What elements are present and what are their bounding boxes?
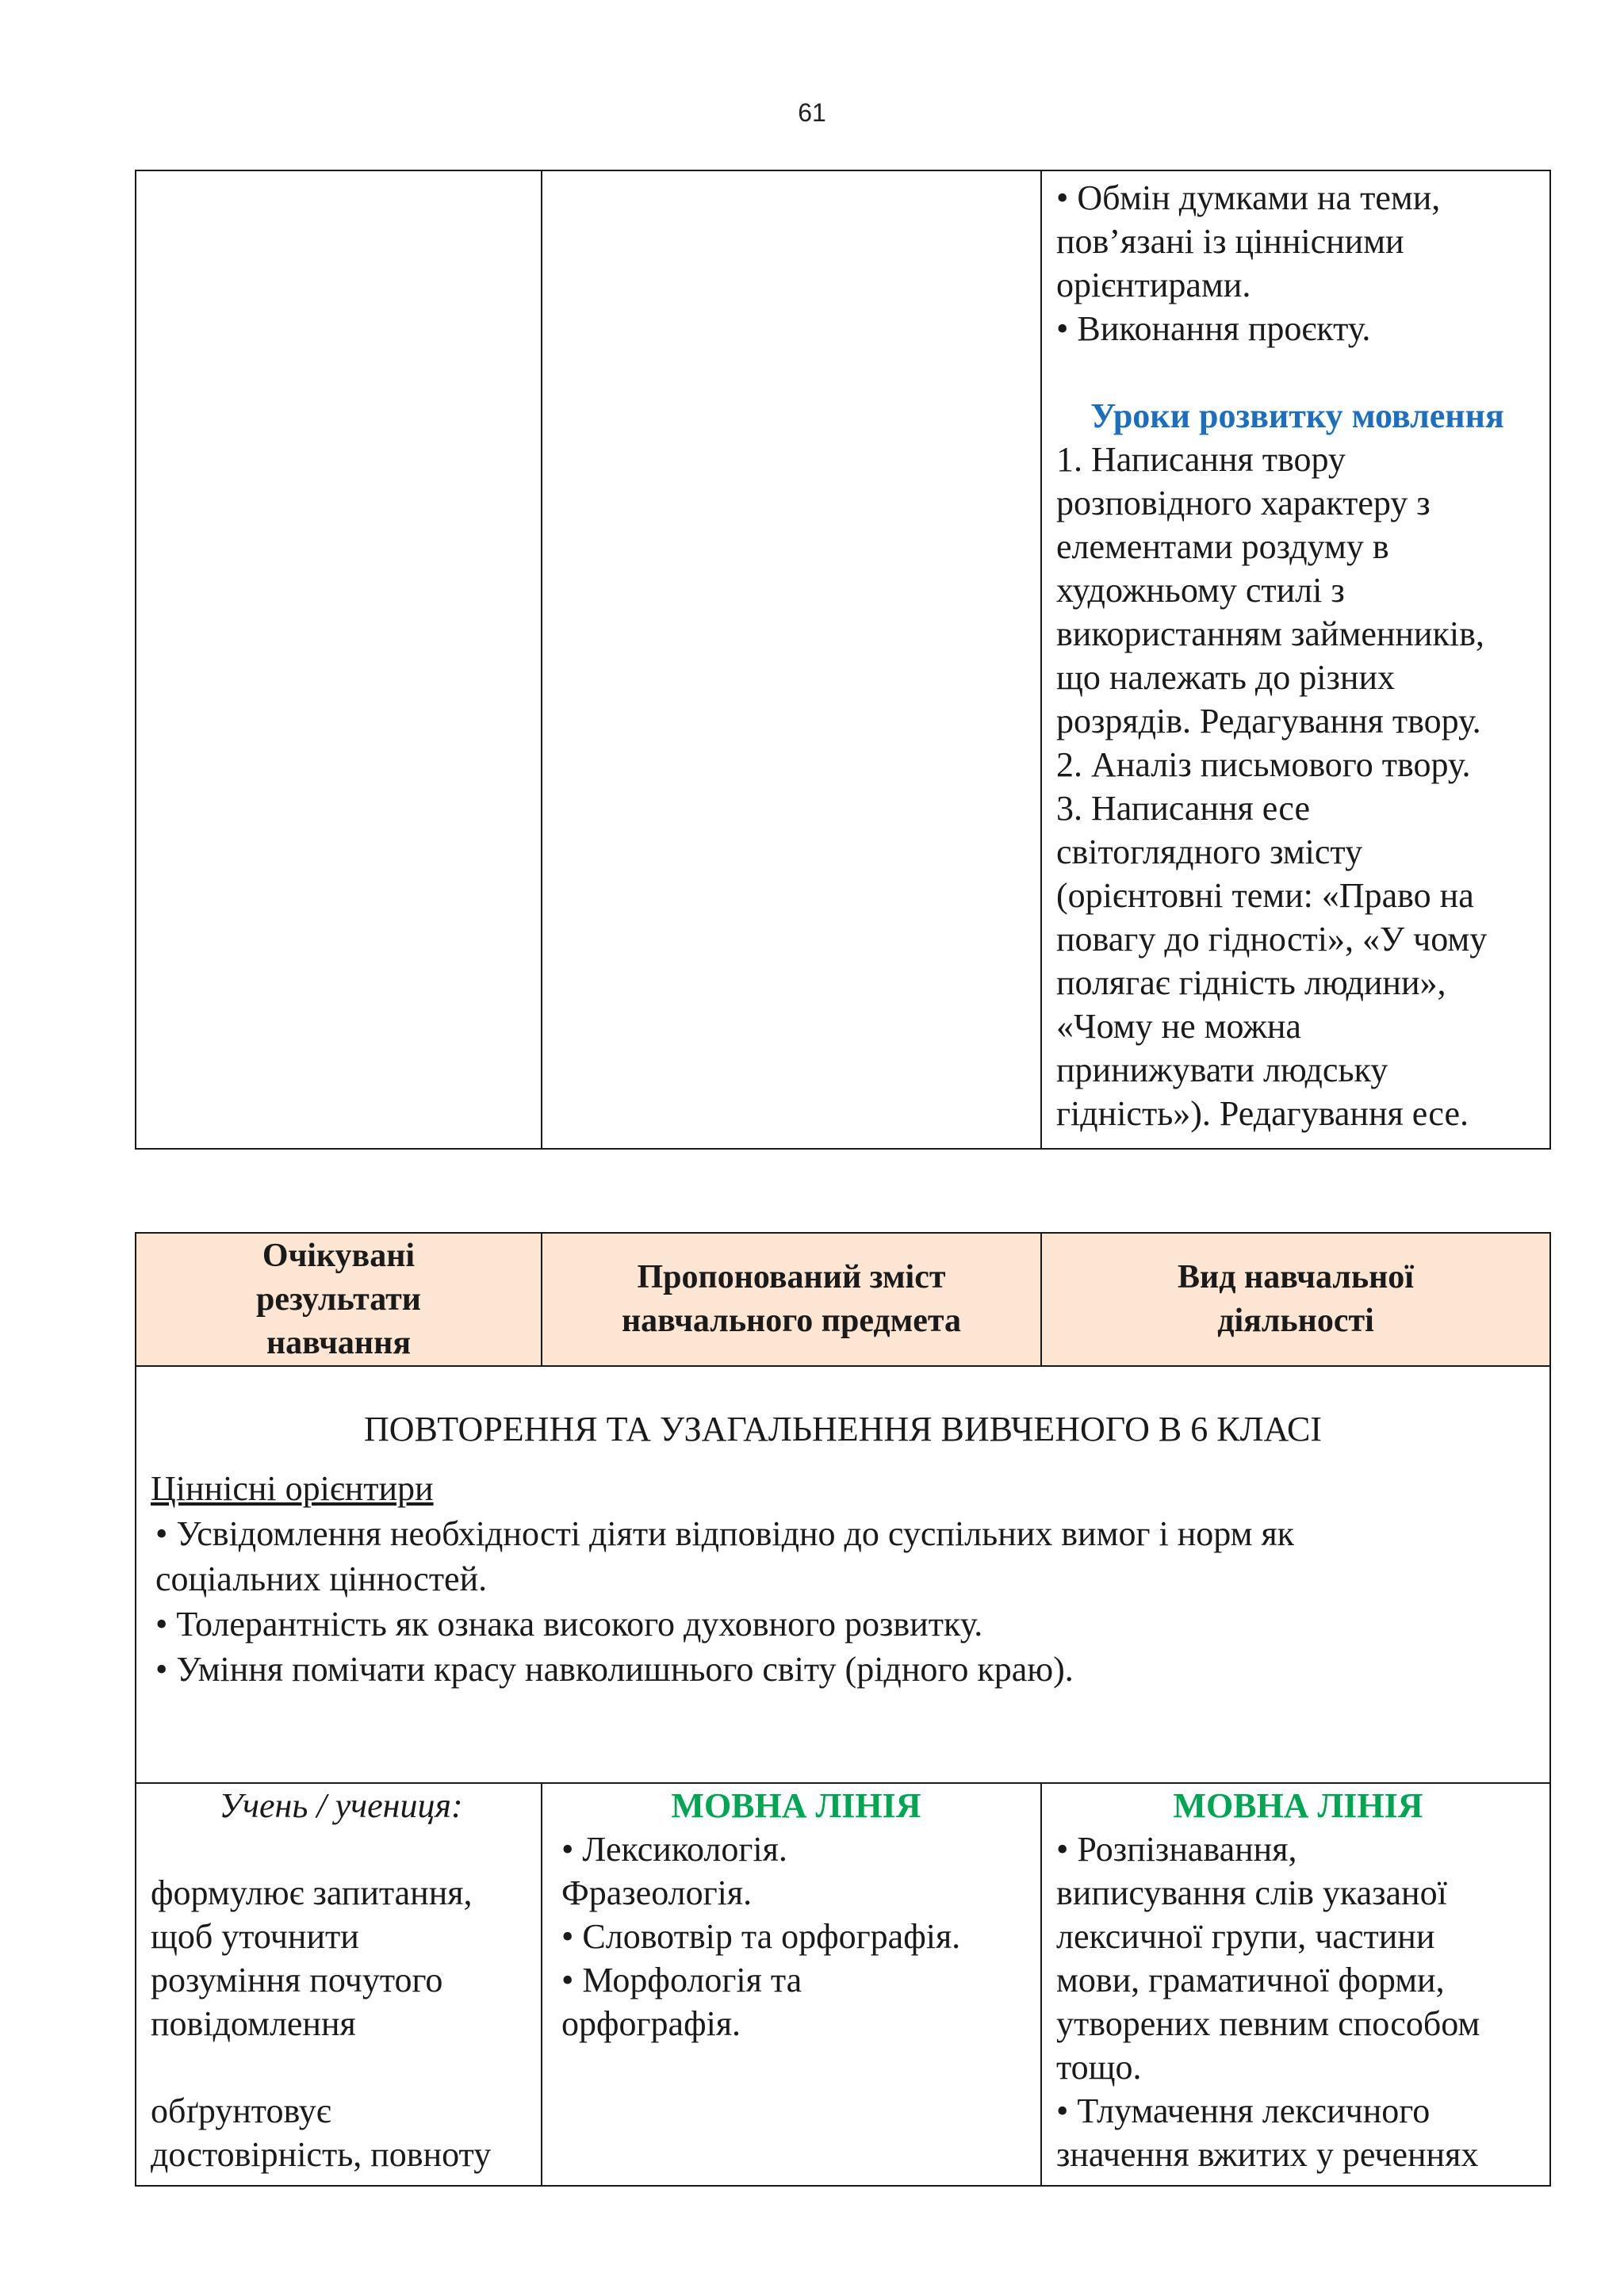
page-number: 61: [798, 98, 826, 127]
student-label: Учень / учениця:: [219, 1786, 463, 1825]
speech-line: 2. Аналіз письмового твору.: [1056, 745, 1471, 784]
speech-lessons-title: Уроки розвитку мовлення: [1090, 396, 1504, 435]
header-line: навчання: [266, 1324, 412, 1361]
section-cell: [136, 1366, 1550, 1783]
content-line: • Морфологія та: [561, 1961, 802, 1999]
activity-line: лексичної групи, частини: [1056, 1917, 1435, 1956]
cont-col3-activities: [1041, 170, 1550, 1149]
content-line: • Лексикологія.: [561, 1830, 787, 1869]
speech-line: 3. Написання есе: [1056, 789, 1310, 828]
values-line: • Усвідомлення необхідності діяти відповідно до суспільних вимог і норм як: [155, 1514, 1295, 1553]
cont-line: • Виконання проєкту.: [1056, 309, 1371, 348]
activity-line: • Розпізнавання,: [1056, 1830, 1297, 1869]
activity-line: • Тлумачення лексичного: [1056, 2091, 1431, 2130]
speech-line: полягає гідність людини»,: [1056, 963, 1446, 1002]
speech-line: розрядів. Редагування твору.: [1056, 702, 1481, 740]
activity-line: тощо.: [1056, 2048, 1142, 2087]
activity-line: виписування слів указаної: [1056, 1873, 1447, 1912]
section-title: ПОВТОРЕННЯ ТА УЗАГАЛЬНЕННЯ ВИВЧЕНОГО В 6 КЛАСІ: [363, 1410, 1323, 1448]
activity-type-cell: [1041, 1783, 1550, 2186]
speech-line: (орієнтовні теми: «Право на: [1056, 876, 1474, 915]
speech-line: розповідного характеру з: [1056, 484, 1431, 522]
language-line-title: МОВНА ЛІНІЯ: [1173, 1786, 1423, 1825]
activity-line: мови, граматичної форми,: [1056, 1961, 1445, 1999]
header-activity-type: [1041, 1233, 1550, 1366]
header-line: Очікувані: [262, 1237, 416, 1274]
speech-line: «Чому не можна: [1056, 1007, 1301, 1046]
header-line: Пропонований зміст: [637, 1259, 946, 1295]
content-row: [136, 1783, 1550, 2186]
result-line: розуміння почутого: [151, 1961, 443, 1999]
speech-line: гідність»). Редагування есе.: [1056, 1094, 1469, 1133]
values-title: Ціннісні орієнтири: [151, 1469, 434, 1508]
activity-line: утворених певним способом: [1056, 2004, 1480, 2043]
expected-results-cell: [136, 1783, 542, 2186]
table-header-row: [136, 1233, 1550, 1366]
header-expected-results: [136, 1233, 542, 1366]
cont-line: пов’язані із ціннісними: [1056, 222, 1404, 261]
section-row: [136, 1366, 1550, 1783]
curriculum-table: [135, 1232, 1551, 2187]
content-line: • Словотвір та орфографія.: [561, 1917, 961, 1956]
result-line: щоб уточнити: [151, 1917, 359, 1956]
values-line: соціальних цінностей.: [155, 1559, 488, 1598]
result-line: обґрунтовує: [151, 2091, 331, 2130]
speech-line: що належать до різних: [1056, 658, 1396, 697]
values-line: • Уміння помічати красу навколишнього світу (рідного краю).: [155, 1650, 1074, 1689]
result-line: формулює запитання,: [151, 1873, 473, 1912]
result-line: достовірність, повноту: [151, 2135, 492, 2174]
content-line: орфографія.: [561, 2004, 741, 2043]
language-line-title: МОВНА ЛІНІЯ: [671, 1786, 921, 1825]
activity-line: значення вжитих у реченнях: [1056, 2135, 1479, 2174]
cont-line: орієнтирами.: [1056, 266, 1251, 304]
header-line: Вид навчальної: [1178, 1259, 1414, 1295]
header-proposed-content: [542, 1233, 1041, 1366]
result-line: повідомлення: [151, 2004, 356, 2043]
cont-col2-empty: [542, 170, 1041, 1149]
cont-col1-empty: [136, 170, 542, 1149]
speech-line: принижувати людську: [1056, 1050, 1388, 1089]
values-line: • Толерантність як ознака високого духовного розвитку.: [155, 1605, 983, 1644]
speech-line: світоглядного змісту: [1056, 832, 1363, 871]
speech-line: використанням займенників,: [1056, 614, 1484, 653]
speech-line: 1. Написання твору: [1056, 440, 1346, 479]
speech-line: повагу до гідності», «У чому: [1056, 920, 1488, 959]
header-line: діяльності: [1217, 1303, 1374, 1339]
header-line: результати: [255, 1280, 421, 1318]
speech-line: елементами роздуму в: [1056, 527, 1389, 566]
proposed-content-cell: [542, 1783, 1041, 2186]
speech-line: художньому стилі з: [1056, 571, 1345, 610]
continuation-table: [135, 170, 1551, 1150]
cont-line: • Обмін думками на теми,: [1056, 178, 1441, 217]
content-line: Фразеологія.: [561, 1873, 753, 1912]
header-line: навчального предмета: [621, 1303, 962, 1339]
